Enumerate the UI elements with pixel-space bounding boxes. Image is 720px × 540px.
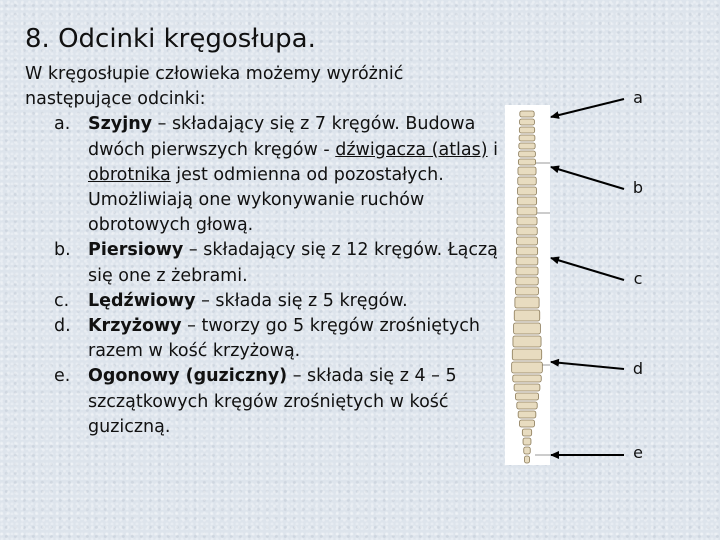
- term-atlas: dźwigacza (atlas): [335, 139, 488, 160]
- section-description-tail: jest odmienna od pozostałych. Umożliwiają one wykonywanie ruchów obrotowych głową.: [88, 164, 444, 236]
- list-marker: d.: [54, 316, 71, 337]
- section-description: – składa się z 5 kręgów.: [195, 290, 408, 311]
- label-e: e: [633, 443, 643, 462]
- connector-text: i: [487, 139, 499, 160]
- label-b: b: [632, 178, 644, 197]
- section-name: Krzyżowy: [88, 316, 182, 337]
- section-description: – składa się z 4 – 5 szczątkowych kręgów zrośniętych w kość guziczną.: [88, 366, 457, 437]
- list-marker: a.: [54, 114, 71, 135]
- list-marker: b.: [54, 240, 71, 261]
- section-name: Lędźwiowy: [88, 290, 196, 311]
- section-description: – składający się z 12 kręgów. Łączą się one z żebrami.: [88, 240, 498, 286]
- arrow-line: [551, 167, 624, 189]
- section-description: – tworzy go 5 kręgów zrośniętych razem w kość krzyżową.: [88, 316, 480, 362]
- list-marker: e.: [54, 366, 71, 387]
- section-name: Piersiowy: [88, 240, 184, 261]
- section-name: Szyjny: [88, 114, 153, 135]
- page-title: 8. Odcinki kręgosłupa.: [25, 24, 316, 54]
- label-a: a: [633, 88, 643, 107]
- intro-text: W kręgosłupie człowieka możemy wyróżnić następujące odcinki:: [25, 64, 404, 110]
- label-c: c: [633, 269, 643, 288]
- arrow-line: [551, 362, 624, 369]
- section-name: Ogonowy (guziczny): [88, 366, 288, 387]
- list-marker: c.: [54, 290, 70, 311]
- section-description: – składający się z 7 kręgów. Budowa dwóch pierwszych kręgów -: [88, 114, 476, 160]
- arrow-line: [551, 258, 624, 280]
- label-d: d: [632, 359, 644, 378]
- term-obrotnik: obrotnika: [88, 164, 171, 185]
- arrow-line: [551, 99, 624, 117]
